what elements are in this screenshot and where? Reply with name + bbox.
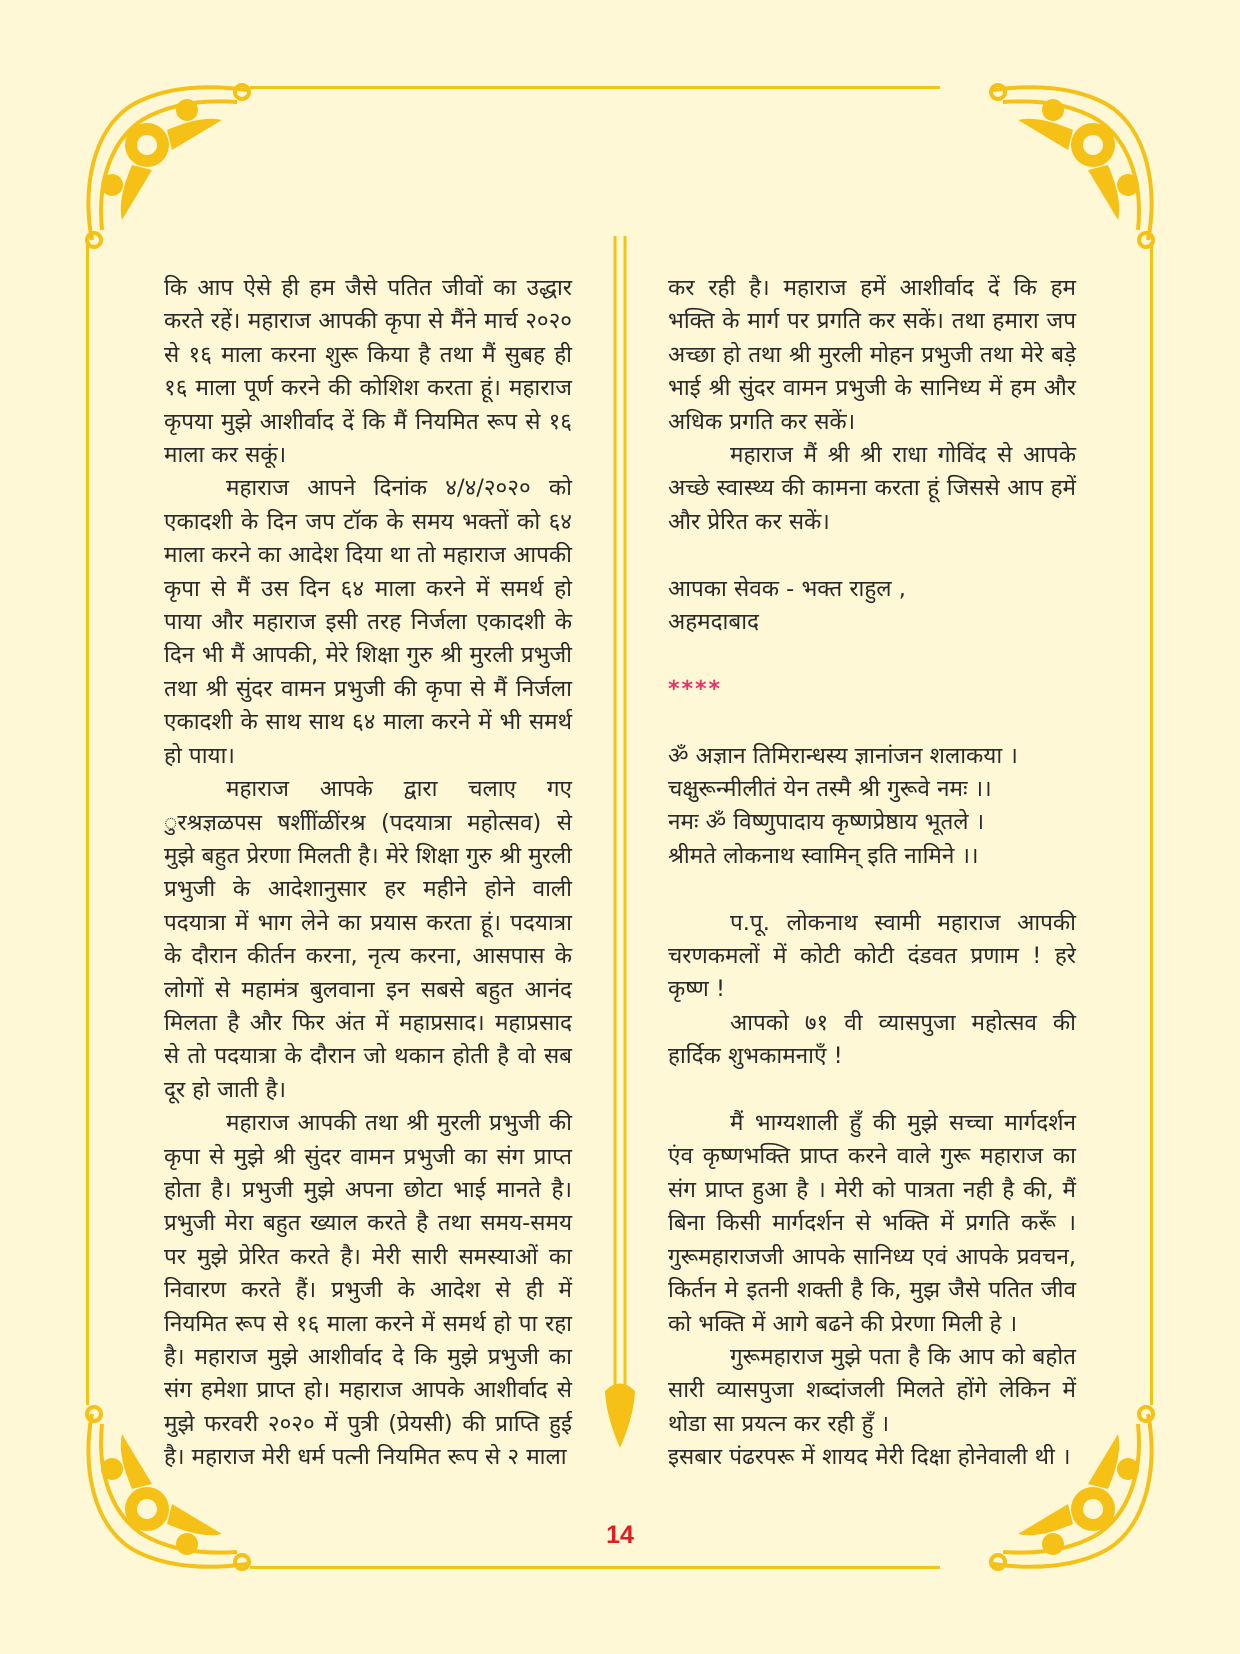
frame-left-line (86, 245, 89, 1405)
separator-stars (668, 673, 1076, 706)
right-paragraph-2: महाराज मैं श्री श्री राधा गोविंद से आपके अच्छे स्वास्थ्य की कामना करता हूं जिससे आप हमें और प्रेरित कर सकें। (668, 442, 1076, 535)
signature-city: अहमदाबाद (668, 609, 759, 636)
left-paragraph-2: महाराज आपने दिनांक ४/४/२०२० को एकादशी के दिन जप टॉक के समय भक्तों को ६४ माला करने का आदेश दिया था तो महाराज आपकी कृपा से मैं उस दिन ६४ माला करने में समर्थ हो पाया और महाराज इसी तरह निर्जला एकादशी के दिन भी मैं आपकी, मेरे शिक्षा गुरु श्री मुरली प्रभुजी तथा श्री सुंदर वामन प्रभुजी की कृपा से मैं निर्जला एकादशी के साथ साथ ६४ माला करने में भी समर्थ हो पाया। (164, 475, 572, 769)
mantra-line-3: नमः ॐ विष्णुपादाय कृष्णप्रेष्ठाय भूतले । (668, 809, 985, 836)
right-paragraph-3: प.पू. लोकनाथ स्वामी महाराज आपकी चरणकमलों में कोटी कोटी दंडवत प्रणाम ! हरे कृष्ण ! (668, 909, 1076, 1003)
column-divider-tilak (598, 236, 642, 1451)
right-paragraph-7: इसबार पंढरपरू में शायद मेरी दिक्षा होनेवाली थी । (668, 1444, 1071, 1471)
left-column (164, 272, 572, 1475)
page-number: 14 (606, 1521, 634, 1549)
left-paragraph-4: महाराज आपकी तथा श्री मुरली प्रभुजी की कृपा से मुझे श्री सुंदर वामन प्रभुजी का संग प्राप्त होता है। प्रभुजी मुझे अपना छोटा भाई मानते है। प्रभुजी मेरा बहुत ख्याल करते है तथा समय-समय पर मुझे प्रेरित करते है। मेरी सारी समस्याओं का निवारण करते हैं। प्रभुजी के आदेश से ही में नियमित रूप से १६ माला करने में समर्थ हो पा रहा है। महाराज मुझे आशीर्वाद दे कि मुझे प्रभुजी का संग हमेशा प्राप्त हो। महाराज आपके आशीर्वाद से मुझे फरवरी २०२० में पुत्री (प्रेयसी) की प्राप्ति हुई है। महाराज मेरी धर्म पत्नी नियमित रूप से २ माला (164, 1110, 572, 1471)
corner-ornament-top-left (72, 70, 262, 260)
left-paragraph-1: कि आप ऐसे ही हम जैसे पतित जीवों का उद्धार करते रहें। महाराज आपकी कृपा से मैंने मार्च २०२० से १६ माला करना शुरू किया है तथा मैं सुबह ही १६ माला पूर्ण करने की कोशिश करता हूं। महाराज कृपया मुझे आशीर्वाद दें कि मैं नियमित रूप से १६ माला कर सकूं। (164, 275, 572, 469)
stars-text: **** (668, 676, 723, 702)
frame-bottom-line (250, 1566, 940, 1569)
corner-ornament-top-right (978, 70, 1168, 260)
mantra-line-2: चक्षुरून्मीलीतं येन तस्मै श्री गुरूवे नमः ।। (668, 776, 992, 803)
mantra-line-1: ॐ अज्ञान तिमिरान्धस्य ज्ञानांजन शलाकया । (668, 742, 1018, 769)
right-paragraph-6: गुरूमहाराज मुझे पता है कि आप को बहोत सारी व्यासपुजा शब्दांजली मिलते होंगे लेकिन में थोडा सा प्रयत्न कर रही हुँ । (668, 1343, 1076, 1437)
mantra-line-4: श्रीमते लोकनाथ स्वामिन् इति नामिने ।। (668, 842, 979, 869)
right-column (668, 272, 1076, 1475)
right-paragraph-4: आपको ७१ वी व्यासपुजा महोत्सव की हार्दिक शुभकामनाएँ ! (668, 1009, 1076, 1070)
right-paragraph-5: मैं भाग्यशाली हुँ की मुझे सच्चा मार्गदर्शन एंव कृष्णभक्ति प्राप्त करने वाले गुरू महाराज का संग प्राप्त हुआ है । मेरी को पात्रता नही है की, मैं बिना किसी मार्गदर्शन से भक्ति में प्रगति करूँ । गुरूमहाराजजी आपके सानिध्य एवं आपके प्रवचन, किर्तन मे इतनी शक्ती है कि, मुझ जैसे पतित जीव को भक्ति में आगे बढने की प्रेरणा मिली हे । (668, 1110, 1076, 1337)
frame-right-line (1150, 245, 1153, 1405)
left-paragraph-3: महाराज आपके द्वारा चलाए गए ुरश्रज्ञळपस षशीींळींरश्र (पदयात्रा महोत्सव) से मुझे बहुत प्रेरणा मिलती है। मेरे शिक्षा गुरु श्री मुरली प्रभुजी के आदेशानुसार हर महीने होने वाली पदयात्रा में भाग लेने का प्रयास करता हूं। पदयात्रा के दौरान कीर्तन करना, नृत्य करना, आसपास के लोगों से महामंत्र बुलवाना इन सबसे बहुत आनंद मिलता है और फिर अंत में महाप्रसाद। महाप्रसाद से तो पदयात्रा के दौरान जो थकान होती है वो सब दूर हो जाती है। (164, 776, 572, 1103)
frame-top-line (250, 86, 940, 89)
right-paragraph-1: कर रही है। महाराज हमें आशीर्वाद दें कि हम भक्ति के मार्ग पर प्रगति कर सकें। तथा हमारा जप अच्छा हो तथा श्री मुरली मोहन प्रभुजी तथा मेरे बड़े भाई श्री सुंदर वामन प्रभुजी के सानिध्य में हम और अधिक प्रगति कर सकें। (668, 275, 1076, 435)
mantra-block (668, 740, 1076, 874)
signature-line: आपका सेवक - भक्त राहुल , (668, 575, 906, 602)
